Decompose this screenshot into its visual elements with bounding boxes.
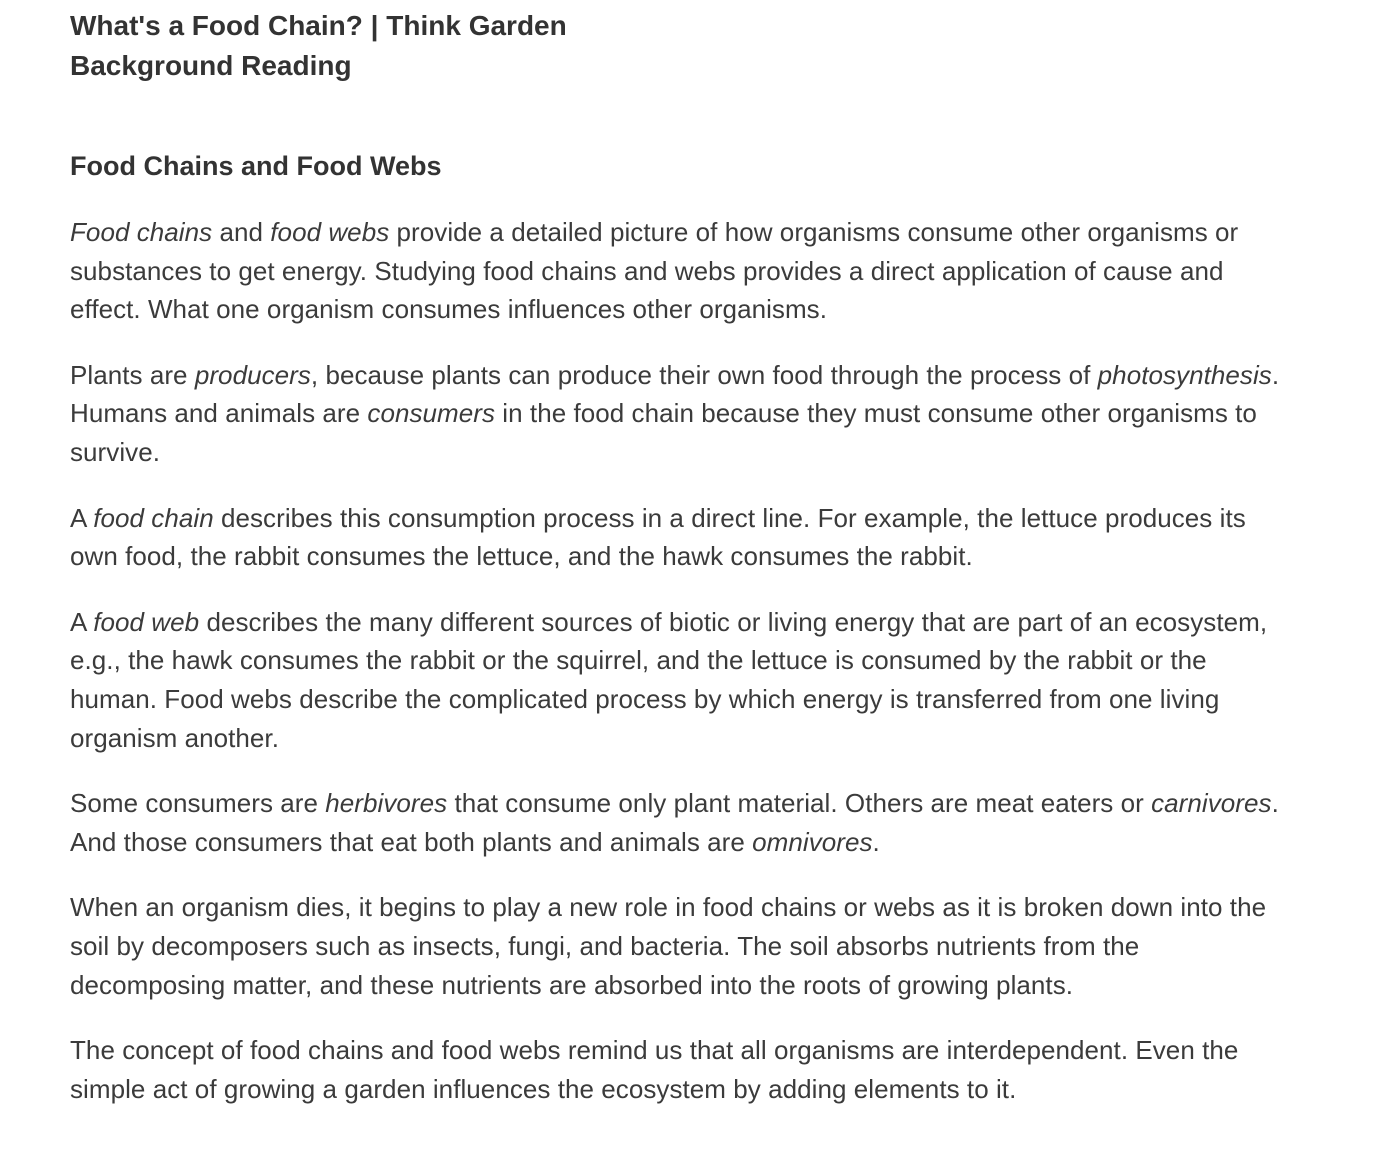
paragraph-conclusion	[70, 1031, 1300, 1108]
term-herbivores: herbivores	[325, 788, 448, 819]
page-title-line-2: Background Reading	[70, 50, 352, 81]
term-producers: producers	[194, 359, 311, 390]
section-heading: Food Chains and Food Webs	[70, 151, 442, 181]
term-food-chain: food chain	[93, 502, 214, 533]
term-carnivores: carnivores	[1151, 788, 1272, 819]
paragraph-text: The concept of food chains and food webs remind us that all organisms are interdependent. Even the simple act of growing a garden influences the ecosystem by adding elements to it.	[70, 1035, 1239, 1104]
paragraph-text: that consume only plant material. Others are meat eaters or	[447, 788, 1152, 819]
paragraph-text: When an organism dies, it begins to play a new role in food chains or webs as it is broken down into the soil by decomposers such as insects, fungi, and bacteria. The soil absorbs nutrients from the decomposing matter, and these nutrients are absorbed into the roots of growing plants.	[70, 892, 1267, 1000]
paragraph-decomposers	[70, 888, 1300, 1004]
paragraph-text: describes the many different sources of biotic or living energy that are part of an ecosystem, e.g., the hawk consumes the rabbit or the squirrel, and the lettuce is consumed by the rabbit or the human. Food webs describe the complicated process by which energy is transferred from one living organism another.	[70, 606, 1268, 753]
paragraph-intro	[70, 213, 1300, 329]
paragraph-text: , because plants can produce their own food through the process of	[310, 359, 1098, 390]
paragraph-text: A	[70, 606, 94, 637]
term-omnivores: omnivores	[752, 826, 873, 857]
paragraph-text: and	[212, 217, 271, 247]
term-consumers: consumers	[367, 398, 496, 429]
paragraph-text: Plants are	[70, 359, 195, 390]
paragraph-food-web	[70, 603, 1300, 757]
page-title	[70, 6, 1300, 86]
term-food-webs: food webs	[270, 217, 390, 247]
paragraph-text: Some consumers are	[70, 788, 326, 819]
paragraph-producers-consumers	[70, 356, 1300, 472]
paragraph-text: .	[872, 826, 880, 857]
paragraph-text: in the food chain because they must consume other organisms to survive.	[70, 398, 1257, 467]
term-food-web: food web	[93, 606, 200, 637]
paragraph-food-chain	[70, 499, 1300, 576]
paragraph-text: . And those consumers that eat both plants and animals are	[70, 788, 1279, 857]
term-food-chains: Food chains	[70, 217, 213, 247]
document-page	[70, 0, 1300, 1108]
paragraph-text: describes this consumption process in a direct line. For example, the lettuce produces its own food, the rabbit consumes the lettuce, and the hawk consumes the rabbit.	[70, 502, 1246, 572]
page-title-line-1: What's a Food Chain? | Think Garden	[70, 10, 567, 41]
paragraph-consumer-types	[70, 784, 1300, 861]
term-photosynthesis: photosynthesis	[1097, 359, 1272, 390]
paragraph-text: A	[70, 502, 94, 533]
paragraph-text: provide a detailed picture of how organisms consume other organisms or substances to get energy. Studying food chains and webs provides a direct application of cause and effect. What one organism consumes influences other organisms.	[70, 217, 1239, 325]
paragraph-text: . Humans and animals are	[70, 359, 1280, 429]
